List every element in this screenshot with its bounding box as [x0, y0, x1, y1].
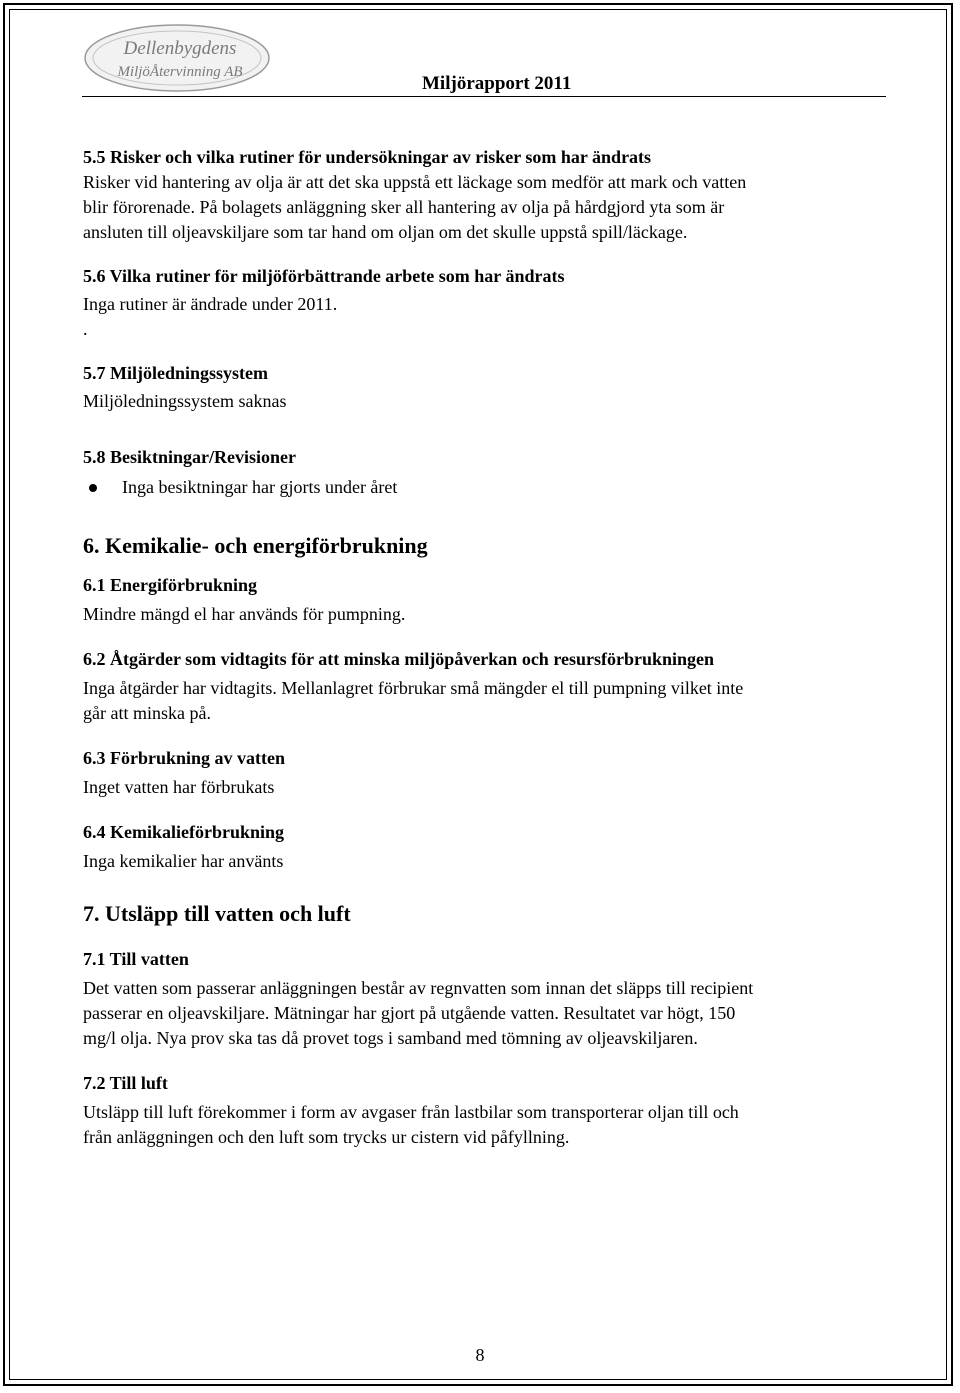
heading-7-1: 7.1 Till vatten [83, 949, 189, 969]
heading-6-3: 6.3 Förbrukning av vatten [83, 748, 286, 768]
paragraph-6-3-line1: Inget vatten har förbrukats [83, 777, 275, 797]
heading-7-2: 7.2 Till luft [83, 1073, 168, 1093]
paragraph-7-2-line1: Utsläpp till luft förekommer i form av avgaser från lastbilar som transporterar oljan till och [83, 1102, 739, 1122]
paragraph-5-5-line2: blir förorenade. På bolagets anläggning sker all hantering av olja på hårdgjord yta som är [83, 197, 725, 217]
paragraph-7-1-line2: passerar en oljeavskiljare. Mätningar har gjort på utgående vatten. Resultatet var högt, 150 [83, 1003, 736, 1023]
paragraph-5-6-line1: Inga rutiner är ändrade under 2011. [83, 294, 338, 314]
bullet-text: Inga besiktningar har gjorts under året [122, 477, 398, 497]
document-body [83, 145, 883, 1150]
bullet-icon [89, 484, 97, 492]
page-number: 8 [475, 1345, 485, 1365]
paragraph-7-1-line3: mg/l olja. Nya prov ska tas då provet togs i samband med tömning av oljeavskiljaren. [83, 1028, 698, 1048]
paragraph-6-1-line1: Mindre mängd el har används för pumpning. [83, 604, 406, 624]
report-title: Miljörapport 2011 [422, 73, 572, 94]
logo-text-line2: MiljöÅtervinning AB [117, 64, 243, 80]
bullet-list-item [83, 475, 883, 500]
header-divider [82, 96, 886, 97]
heading-6-2: 6.2 Åtgärder som vidtagits för att minska miljöpåverkan och resursförbrukningen [83, 649, 715, 669]
paragraph-5-6-line2: . [83, 319, 88, 339]
logo-text-line1: Dellenbygdens [123, 38, 237, 59]
heading-5-7: 5.7 Miljöledningssystem [83, 363, 269, 383]
heading-5-5: 5.5 Risker och vilka rutiner för undersökningar av risker som har ändrats [83, 147, 652, 167]
paragraph-7-1-line1: Det vatten som passerar anläggningen består av regnvatten som innan det släpps till recipient [83, 978, 754, 998]
paragraph-5-5-line1: Risker vid hantering av olja är att det ska uppstå ett läckage som medför att mark och vatten [83, 172, 747, 192]
company-logo [82, 16, 282, 96]
heading-5-8: 5.8 Besiktningar/Revisioner [83, 447, 297, 467]
paragraph-6-2-line1: Inga åtgärder har vidtagits. Mellanlagret förbrukar små mängder el till pumpning vilket inte [83, 678, 744, 698]
heading-7: 7. Utsläpp till vatten och luft [83, 901, 351, 926]
heading-6: 6. Kemikalie- och energiförbrukning [83, 533, 428, 558]
paragraph-6-2-line2: går att minska på. [83, 703, 211, 723]
paragraph-7-2-line2: från anläggningen och den luft som trycks ur cistern vid påfyllning. [83, 1127, 570, 1147]
heading-6-4: 6.4 Kemikalieförbrukning [83, 822, 285, 842]
paragraph-5-5-line3: ansluten till oljeavskiljare som tar hand om oljan om det skulle uppstå spill/läckage. [83, 222, 688, 242]
paragraph-6-4-line1: Inga kemikalier har använts [83, 851, 284, 871]
heading-6-1: 6.1 Energiförbrukning [83, 575, 258, 595]
heading-5-6: 5.6 Vilka rutiner för miljöförbättrande arbete som har ändrats [83, 266, 565, 286]
paragraph-5-7-line1: Miljöledningssystem saknas [83, 391, 287, 411]
